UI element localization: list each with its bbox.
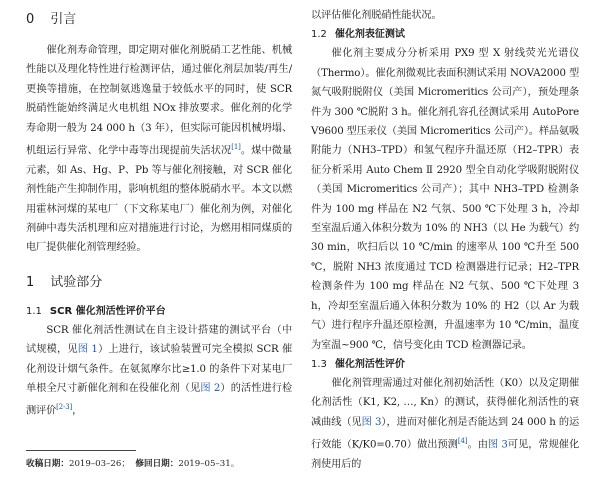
right-column [311, 0, 579, 474]
intro-number: 0 [26, 12, 35, 27]
received-date: 2019–03–26； [68, 459, 130, 469]
intro-text-end: 。煤中微量元素，如 As、Hg、P、Pb 等与催化剂接触，对 SCR 催化剂性能产生抑制作用，影响机组的整体脱硝水平。本文以燃用霍林河煤的某电厂（下文称某电厂）催化剂为例，对催化剂砷中毒失活机理和应对措施进行讨论，为燃用相同煤质的电厂提供催化剂管理经验。 [26, 145, 293, 254]
section1-number: 1 [26, 274, 35, 290]
intro-heading [26, 10, 292, 34]
s12-paragraph: 催化剂主要成分分析采用 PX9 型 X 射线荧光光谱仪（Thermo）。催化剂微观比表面积测试采用 NOVA2000 型氮气吸附脱附仪（美国 Micromeritics 公司产），预处理条件为 300 ℃脱附 3 h。催化剂孔容孔径测试采用 AutoPore V9600 型压汞仪（美国 Micromeritics 公司产）。样品氨吸附能力（NH3–TPD）和氢气程序升温还原（H2–TPR）表征分析采用 Auto Chem Ⅱ 2920 型全自动化学吸附脱附仪（美国 Micromeritics 公司产）；其中 NH3–TPD 检测条件为 100 mg 样品在 N2 气氛、500 ℃下处理 3 h，冷却至室温后通入体积分数为 10% 的 NH3（以 He 为载气）约 30 min，吹扫后以 10 ℃/min 的速率从 100 ℃升至 500 ℃，脱附 NH3 浓度通过 TCD 检测器进行记录；H2–TPR 检测条件为 100 mg 样品在 N2 气氛、500 ℃下处理 3 h，冷却至室温后通入体积分数为 10% 的 H2（以 Ar 为载气）进行程序升温还原检测，升温速率为 10 ℃/min，温度为室温~900 ℃，信号变化由 TCD 检测器记录。 [311, 48, 579, 351]
s12-heading [311, 25, 579, 44]
s11-title: SCR 催化剂活性评价平台 [49, 305, 166, 317]
intro-title: 引言 [50, 12, 77, 27]
received-label: 收稿日期： [26, 459, 69, 469]
citation-1[interactable]: [1] [231, 143, 241, 152]
s13-paragraph [311, 374, 579, 474]
s13-heading [311, 355, 579, 374]
s11-heading [26, 302, 292, 321]
s13-text-a: 催化剂管理需通过对催化剂初始活性（K0）以及定期催化剂活性（K1, K2, …, Kn）的测试，获得催化剂活性的衰减曲线（见 [311, 377, 579, 428]
fig3b-link[interactable]: 图 3 [487, 439, 508, 451]
revised-date: 2019–05–31。 [178, 459, 240, 469]
footnote [26, 457, 239, 469]
section1-heading [26, 268, 292, 298]
s12-number: 1.2 [311, 29, 327, 41]
intro-text: 催化剂寿命管理，即定期对催化剂脱硝工艺性能、机械性能以及理化特性进行检测评估，通过催化剂层加装/再生/更换等措施，在控制氨逃逸量于较低水平的同时，使 SCR 脱硝性能始终满足火电机组 NOx 排放要求。催化剂的化学寿命期一般为 24 000 h（3 年），但实际可能因机械坍塌、机组运行异常、化学中毒等出现提前失活状况 [26, 45, 292, 157]
s11-text-a: SCR 催化剂活性测试在自主设计搭建的测试平台（中试规模，见 [26, 324, 292, 356]
s13-text-c: 。由 [467, 439, 488, 451]
s13-text-b: ），进而对催化剂是否能达到 24 000 h 的运行效能（K/K0=0.70）做出预测 [311, 416, 580, 451]
s11-text-d: ， [72, 405, 83, 417]
s11-paragraph [26, 321, 292, 421]
right-top-line: 以评估催化剂脱硝性能状况。 [311, 10, 442, 21]
citation-4[interactable]: [4] [457, 437, 468, 446]
s13-number: 1.3 [311, 358, 327, 370]
revised-label: 修回日期： [135, 459, 179, 469]
s11-text-b: ）上进行，该试验装置可完全模拟 SCR 催化剂设计烟气条件。在氨氮摩尔比≥1.0 的条件下对某电厂单根全尺寸新催化剂和在役催化剂（见 [26, 344, 292, 395]
s11-number: 1.1 [26, 305, 42, 317]
section1-title: 试验部分 [50, 274, 103, 290]
intro-paragraph [26, 41, 292, 258]
s12-title: 催化剂表征测试 [334, 29, 405, 41]
s13-text-d: 可见，常规催化剂使用后的 [311, 439, 580, 470]
left-column [26, 0, 292, 421]
fig1-link[interactable]: 图 1 [77, 344, 98, 356]
fig3-link[interactable]: 图 3 [361, 416, 382, 428]
citation-2-3[interactable]: [2-3] [56, 403, 73, 412]
fig2-link[interactable]: 图 2 [200, 383, 221, 395]
s11-text-c: ）的活性进行检测评价 [26, 383, 292, 417]
s13-title: 催化剂活性评价 [334, 358, 405, 370]
footnote-rule [26, 450, 136, 451]
